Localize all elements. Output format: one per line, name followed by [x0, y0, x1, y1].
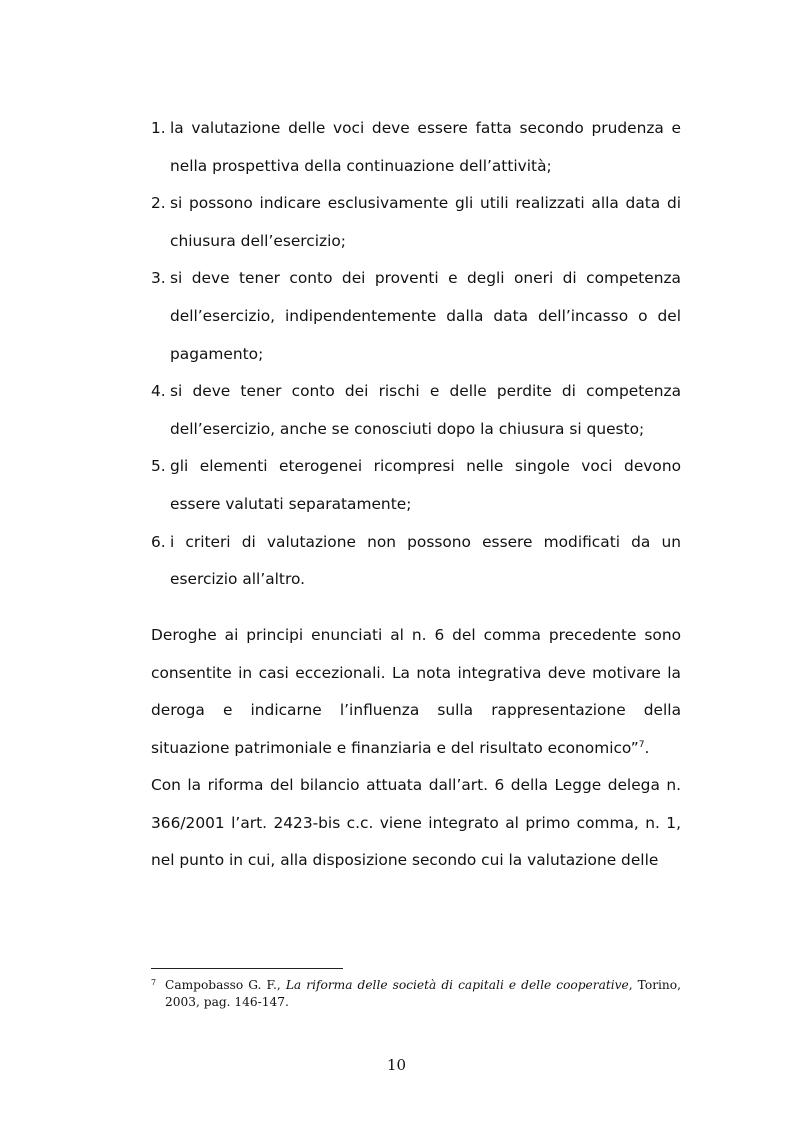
- list-item: [151, 373, 681, 448]
- list-item: [151, 524, 681, 599]
- list-item-number: 2.: [151, 194, 166, 213]
- footnote-separator: [151, 968, 343, 969]
- paragraph-end: .: [644, 738, 650, 757]
- list-item-number: 3.: [151, 269, 166, 288]
- paragraph-text: Con la riforma del bilancio attuata dall’art. 6 della Legge delega n. 366/2001 l’art. 2423-bis c.c. viene integrato al primo comma, n. 1, nel punto in cui, alla disposizione secondo cui la valutazione delle: [151, 776, 681, 870]
- list-item-text: si possono indicare esclusivamente gli utili realizzati alla data di chiusura dell’esercizio;: [170, 194, 681, 250]
- list-item-number: 4.: [151, 382, 166, 401]
- list-item-text: si deve tener conto dei proventi e degli oneri di competenza dell’esercizio, indipendentemente dalla data dell’incasso o del pagamento;: [170, 269, 681, 363]
- list-item: [151, 448, 681, 523]
- list-item: [151, 260, 681, 373]
- paragraph-text: Deroghe ai principi enunciati al n. 6 del comma precedente sono consentite in casi eccezionali. La nota integrativa deve motivare la deroga e indicarne l’influenza sulla rappresentazione della situazione patrimoniale e finanziaria e del risultato economico”: [151, 626, 681, 757]
- footnote: [151, 977, 681, 1010]
- footnote-reference[interactable]: 7: [638, 739, 645, 750]
- list-item-number: 5.: [151, 457, 166, 476]
- list-item-text: la valutazione delle voci deve essere fatta secondo prudenza e nella prospettiva della continuazione dell’attività;: [170, 119, 681, 175]
- list-item-text: si deve tener conto dei rischi e delle perdite di competenza dell’esercizio, anche se conosciuti dopo la chiusura si questo;: [170, 382, 681, 438]
- footnote-title: La riforma delle società di capitali e delle cooperative: [285, 978, 629, 992]
- footnote-rest: , Torino, 2003, pag. 146-147.: [165, 978, 681, 1009]
- footnote-mark: 7: [151, 978, 157, 987]
- principles-list: [151, 110, 681, 599]
- footnote-text: [151, 977, 681, 1010]
- list-item-number: 6.: [151, 532, 166, 551]
- list-item-text: i criteri di valutazione non possono essere modificati da un esercizio all’altro.: [170, 532, 681, 589]
- list-item-number: 1.: [151, 119, 166, 137]
- page-number: 10: [386, 1056, 407, 1074]
- list-item-text: gli elementi eterogenei ricompresi nelle singole voci devono essere valutati separatamente;: [170, 457, 681, 513]
- body-paragraph-reform: [151, 767, 681, 880]
- list-item: [151, 185, 681, 260]
- footnote-author: Campobasso G. F.,: [165, 978, 286, 992]
- body-paragraph-derogations: [151, 617, 681, 767]
- list-item: [151, 110, 681, 185]
